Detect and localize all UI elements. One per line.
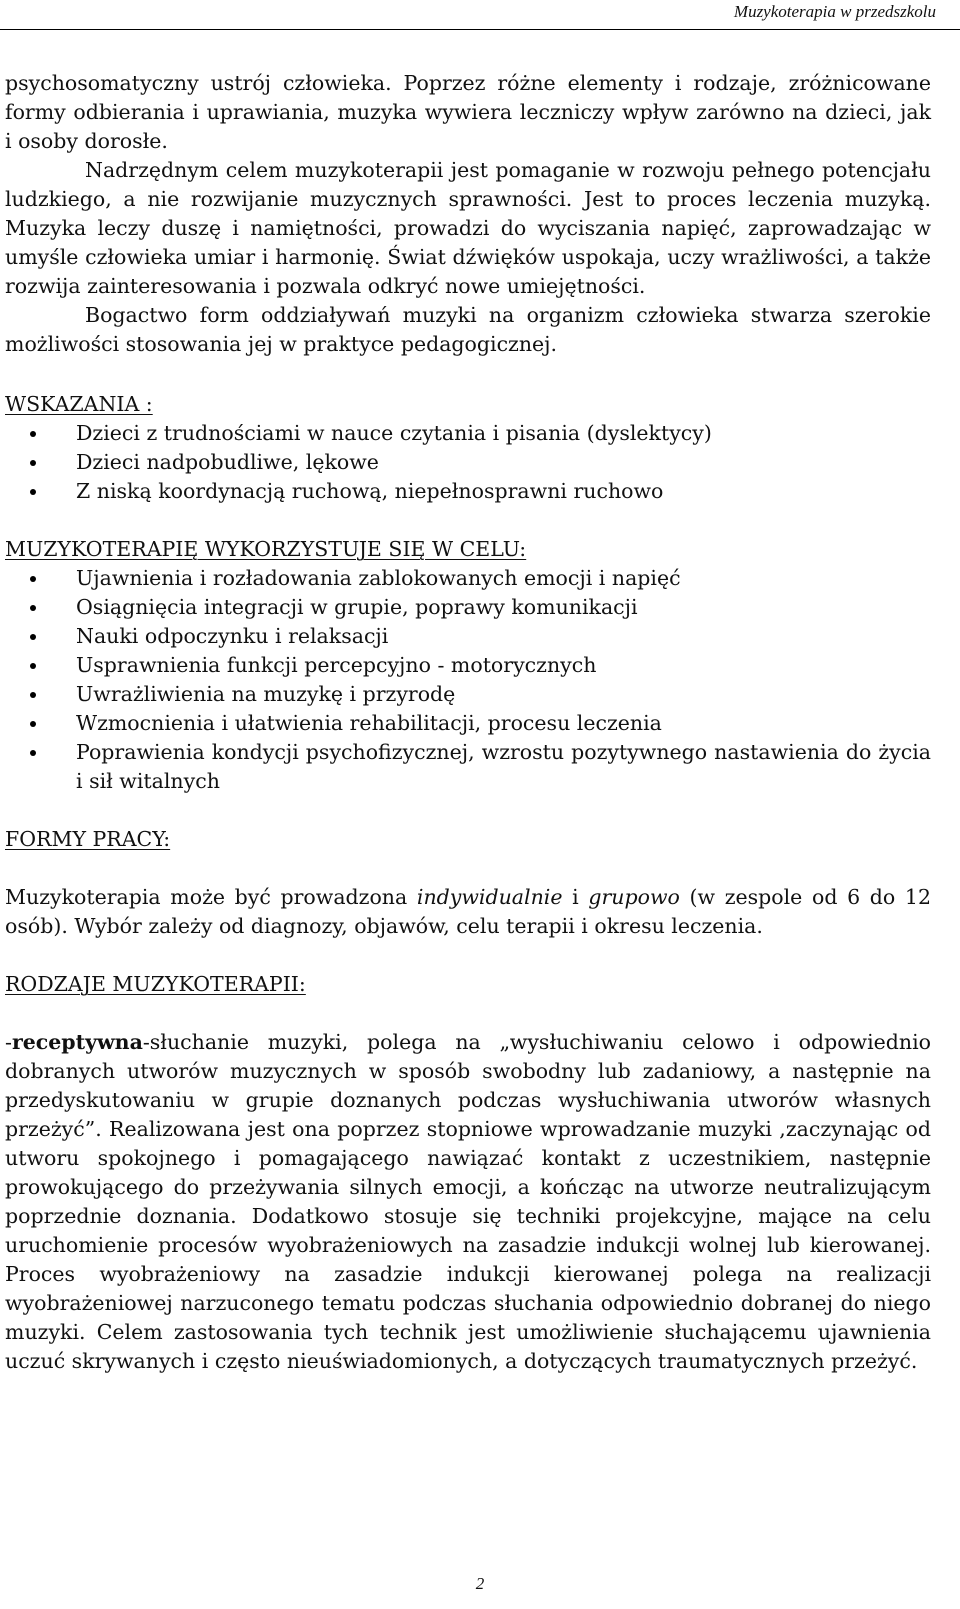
bullet-icon: [30, 460, 36, 466]
indications-list: [5, 419, 931, 506]
goals-list: [5, 564, 931, 796]
header-rule: [0, 29, 960, 30]
forms-paragraph: Muzykoterapia może być prowadzona indywidualnie i grupowo (w zespole od 6 do 12 osób). Wybór zależy od diagnozy, objawów, celu terapii i okresu leczenia.: [5, 885, 932, 938]
list-item: Wzmocnienia i ułatwienia rehabilitacji, procesu leczenia: [5, 709, 931, 738]
bullet-icon: [30, 721, 36, 727]
list-item: Ujawnienia i rozładowania zablokowanych emocji i napięć: [5, 564, 931, 593]
page-header: [0, 0, 960, 28]
forms-individual: indywidualnie: [416, 885, 563, 909]
list-item: Dzieci z trudnościami w nauce czytania i pisania (dyslektycy): [5, 419, 931, 448]
intro-paragraph-2: Nadrzędnym celem muzykoterapii jest pomaganie w rozwoju pełnego potencjału ludzkiego, a nie rozwijanie muzycznych sprawności. Jest to proces leczenia muzyką. Muzyka leczy duszę i namiętności, prowadzi do wyciszania napięć, zaprowadzając w umyśle człowieka umiar i harmonię. Świat dźwięków uspokaja, uczy wrażliwości, a także rozwija zainteresowania i pozwala odkryć nowe umiejętności.: [5, 158, 931, 298]
goals-heading: MUZYKOTERAPIĘ WYKORZYSTUJE SIĘ W CELU:: [5, 537, 527, 561]
list-item: Dzieci nadpobudliwe, lękowe: [5, 448, 931, 477]
bullet-icon: [30, 605, 36, 611]
bullet-icon: [30, 692, 36, 698]
page-body: [5, 69, 931, 1376]
intro-paragraph-3: Bogactwo form oddziaływań muzyki na organizm człowieka stwarza szerokie możliwości stosowania jej w praktyce pedagogicznej.: [5, 303, 931, 356]
indications-heading: WSKAZANIA :: [5, 392, 153, 416]
intro-paragraph-1: psychosomatyczny ustrój człowieka. Poprzez różne elementy i rodzaje, zróżnicowane formy odbierania i uprawiania, muzyka wywiera leczniczy wpływ zarówno na dzieci, jak i osoby dorosłe.: [5, 71, 931, 153]
running-header-title: Muzykoterapia w przedszkolu: [733, 2, 936, 21]
bullet-icon: [30, 634, 36, 640]
list-item: Uwrażliwienia na muzykę i przyrodę: [5, 680, 931, 709]
bullet-icon: [30, 489, 36, 495]
list-item: Nauki odpoczynku i relaksacji: [5, 622, 931, 651]
list-item: Osiągnięcia integracji w grupie, poprawy komunikacji: [5, 593, 931, 622]
types-term: receptywna: [11, 1030, 143, 1054]
list-item: Poprawienia kondycji psychofizycznej, wzrostu pozytywnego nastawienia do życia i sił witalnych: [5, 738, 931, 796]
bullet-icon: [30, 431, 36, 437]
bullet-icon: [30, 663, 36, 669]
page-number: 2: [475, 1574, 485, 1593]
forms-heading: FORMY PRACY:: [5, 827, 171, 851]
bullet-icon: [30, 576, 36, 582]
list-item: Usprawnienia funkcji percepcyjno - motorycznych: [5, 651, 931, 680]
bullet-icon: [30, 750, 36, 756]
types-paragraph: -receptywna-słuchanie muzyki, polega na „wysłuchiwaniu celowo i odpowiednio dobranych utworów muzycznych w sposób swobodny lub zadaniowy, a następnie na przedyskutowaniu w grupie doznanych podczas wysłuchiwania utworów własnych przeżyć”. Realizowana jest ona poprzez stopniowe wprowadzanie muzyki ,zaczynając od utworu spokojnego i pomagającego nawiązać kontakt z uczestnikiem, następnie prowokującego do przeżywania silnych emocji, a kończąc na utworze neutralizującym poprzednie doznania. Dodatkowo stosuje się techniki projekcyjne, mające na celu uruchomienie procesów wyobrażeniowych na zasadzie indukcji wolnej lub kierowanej. Proces wyobrażeniowy na zasadzie indukcji kierowanej polega na realizacji wyobrażeniowej narzuconego tematu podczas słuchania odpowiednio dobranej do niego muzyki. Celem zastosowania tych technik jest umożliwienie słuchającemu ujawnienia uczuć skrywanych i często nieuświadomionych, a dotyczących traumatycznych przeżyć.: [5, 1030, 931, 1373]
forms-group: grupowo: [588, 885, 680, 909]
list-item: Z niską koordynacją ruchową, niepełnosprawni ruchowo: [5, 477, 931, 506]
types-heading: RODZAJE MUZYKOTERAPII:: [5, 972, 306, 996]
